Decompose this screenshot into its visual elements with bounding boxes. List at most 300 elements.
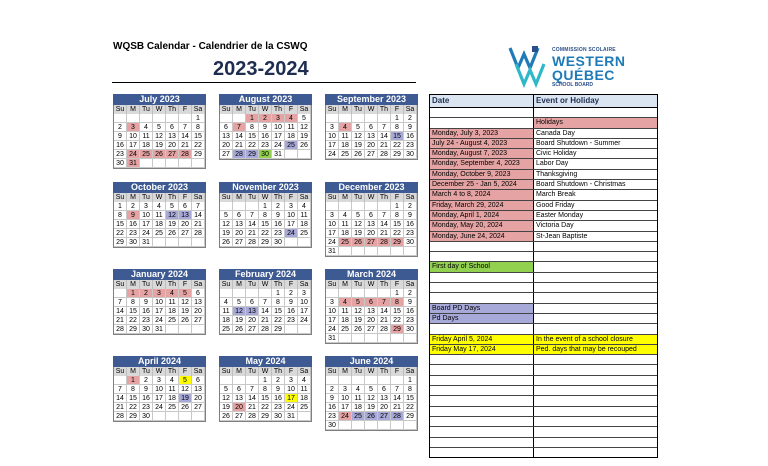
calendar-day: 5 [166, 202, 179, 211]
weekday-label: Th [166, 193, 179, 202]
calendar-day: 16 [140, 394, 153, 403]
calendar-day: 1 [259, 202, 272, 211]
calendar-day: 25 [352, 412, 365, 421]
legend-row [430, 118, 657, 128]
logo-line-western: WESTERN [552, 53, 626, 69]
calendar-day [378, 247, 391, 256]
legend-row [430, 170, 657, 180]
calendar-day: 26 [365, 412, 378, 421]
calendar-day [298, 325, 311, 334]
legend-event [534, 108, 657, 117]
weekday-label: Tu [246, 105, 259, 114]
calendar-day: 18 [339, 229, 352, 238]
calendar-day: 29 [404, 412, 417, 421]
calendar-day: 5 [220, 211, 233, 220]
calendar-day: 11 [352, 394, 365, 403]
calendar-day: 1 [127, 376, 140, 385]
month-grid [325, 367, 418, 431]
calendar-day [391, 376, 404, 385]
legend-header-date: Date [430, 95, 534, 107]
legend-event: Victoria Day [536, 222, 574, 230]
legend-row [430, 283, 657, 293]
days-grid [326, 114, 417, 159]
calendar-day: 10 [153, 298, 166, 307]
calendar-day [391, 247, 404, 256]
calendar-day [378, 334, 391, 343]
calendar-day: 27 [233, 412, 246, 421]
month-title: March 2024 [325, 269, 418, 280]
calendar-day: 2 [404, 289, 417, 298]
calendar-day [378, 376, 391, 385]
calendar-day: 8 [391, 211, 404, 220]
calendar-day: 23 [404, 316, 417, 325]
calendar-day: 30 [272, 238, 285, 247]
calendar-day: 17 [326, 141, 339, 150]
calendar-day: 6 [166, 123, 179, 132]
calendar-day: 25 [298, 229, 311, 238]
calendar-day: 3 [298, 289, 311, 298]
calendar-day: 15 [127, 394, 140, 403]
legend-date: Monday, April 1, 2024 [430, 211, 534, 220]
calendar-day: 6 [192, 289, 205, 298]
calendar-day: 29 [127, 325, 140, 334]
calendar-day: 10 [285, 211, 298, 220]
calendar-day: 6 [378, 385, 391, 394]
legend-date [430, 273, 534, 282]
calendar-day: 9 [272, 385, 285, 394]
weekday-label: Su [326, 105, 339, 114]
legend-date [430, 448, 534, 457]
calendar-day: 7 [246, 211, 259, 220]
legend-row [430, 386, 657, 396]
calendar-day: 2 [404, 202, 417, 211]
weekday-header [326, 105, 417, 114]
calendar-day: 10 [326, 132, 339, 141]
calendar-day [285, 238, 298, 247]
days-grid [114, 114, 205, 168]
weekday-label: F [179, 367, 192, 376]
days-grid [114, 289, 205, 334]
legend-event [534, 242, 657, 251]
calendar-day: 24 [285, 403, 298, 412]
calendar-day: 27 [233, 238, 246, 247]
calendar-day: 22 [391, 141, 404, 150]
calendar-day: 18 [285, 132, 298, 141]
calendar-day: 19 [233, 316, 246, 325]
calendar-day [233, 289, 246, 298]
calendar-day: 15 [192, 132, 205, 141]
calendar-day [339, 247, 352, 256]
calendar-day: 9 [259, 123, 272, 132]
calendar-day: 7 [378, 298, 391, 307]
month-title: November 2023 [219, 182, 312, 193]
calendar-day: 18 [153, 220, 166, 229]
legend-date: Monday, October 9, 2023 [430, 170, 534, 179]
weekday-label: W [153, 105, 166, 114]
weekday-header [114, 280, 205, 289]
calendar-day [326, 376, 339, 385]
calendar-day: 11 [153, 211, 166, 220]
calendar-day: 20 [220, 141, 233, 150]
calendar-day [153, 159, 166, 168]
legend-row [430, 149, 657, 159]
calendar-day [352, 202, 365, 211]
calendar-day: 10 [326, 220, 339, 229]
calendar-day: 2 [272, 376, 285, 385]
calendar-day: 9 [285, 298, 298, 307]
calendar-day [391, 334, 404, 343]
calendar-day: 5 [179, 376, 192, 385]
calendar-day: 11 [339, 307, 352, 316]
calendar-day: 30 [114, 159, 127, 168]
legend-date [430, 108, 534, 117]
calendar-day: 14 [192, 211, 205, 220]
legend-date [430, 118, 534, 127]
weekday-label: Su [114, 105, 127, 114]
logo-line-quebec: QUÉBEC [552, 67, 615, 83]
calendar-day: 13 [365, 220, 378, 229]
school-board-logo [508, 44, 628, 92]
weekday-header [326, 193, 417, 202]
weekday-label: F [285, 367, 298, 376]
title-divider [112, 82, 416, 83]
calendar-day: 7 [378, 123, 391, 132]
weekday-label: M [339, 193, 352, 202]
weekday-label: Th [166, 367, 179, 376]
calendar-day: 5 [352, 211, 365, 220]
calendar-day [352, 114, 365, 123]
calendar-day [179, 159, 192, 168]
weekday-label: W [259, 367, 272, 376]
calendar-day: 10 [326, 307, 339, 316]
weekday-label: M [127, 193, 140, 202]
calendar-day: 18 [166, 394, 179, 403]
calendar-day: 14 [391, 394, 404, 403]
calendar-day: 28 [233, 150, 246, 159]
calendar-day: 4 [285, 114, 298, 123]
weekday-label: Su [220, 367, 233, 376]
month-title: April 2024 [113, 356, 206, 367]
calendar-day [352, 376, 365, 385]
weekday-label: Tu [352, 367, 365, 376]
weekday-label: F [285, 280, 298, 289]
calendar-day: 14 [378, 220, 391, 229]
calendar-day: 12 [220, 220, 233, 229]
calendar-day: 30 [127, 238, 140, 247]
calendar-day [391, 421, 404, 430]
calendar-day [179, 238, 192, 247]
calendar-day [220, 114, 233, 123]
calendar-day: 13 [179, 211, 192, 220]
calendar-day: 22 [404, 403, 417, 412]
calendar-day: 10 [285, 385, 298, 394]
calendar-day: 20 [246, 316, 259, 325]
calendar-day: 7 [233, 123, 246, 132]
calendar-day [153, 412, 166, 421]
legend-row [430, 407, 657, 417]
calendar-day: 24 [339, 412, 352, 421]
calendar-day: 25 [339, 325, 352, 334]
weekday-header [114, 193, 205, 202]
calendar-day [192, 159, 205, 168]
calendar-day: 22 [272, 316, 285, 325]
weekday-label: W [153, 193, 166, 202]
calendar-day [166, 238, 179, 247]
calendar-day: 3 [285, 202, 298, 211]
legend-date [430, 438, 534, 447]
calendar-day: 26 [179, 403, 192, 412]
days-grid [220, 114, 311, 159]
calendar-day: 28 [378, 150, 391, 159]
calendar-day: 7 [246, 385, 259, 394]
days-grid [220, 376, 311, 421]
calendar-day: 6 [220, 123, 233, 132]
calendar-day: 28 [114, 325, 127, 334]
weekday-label: Su [114, 367, 127, 376]
calendar-day: 9 [127, 211, 140, 220]
weekday-header [220, 193, 311, 202]
calendar-day [298, 238, 311, 247]
calendar-day: 29 [192, 150, 205, 159]
calendar-day: 15 [259, 394, 272, 403]
calendar-day: 3 [326, 298, 339, 307]
calendar-day [339, 289, 352, 298]
month-calendar [113, 94, 206, 169]
calendar-day: 3 [153, 376, 166, 385]
calendar-day: 7 [391, 385, 404, 394]
days-grid [114, 376, 205, 421]
month-calendar [325, 94, 418, 160]
weekday-label: Sa [298, 193, 311, 202]
legend-row [430, 304, 657, 314]
legend-date: March 4 to 8, 2024 [430, 190, 534, 199]
calendar-day: 11 [166, 298, 179, 307]
calendar-day: 9 [404, 211, 417, 220]
legend-date: Friday April 5, 2024 [430, 335, 534, 344]
calendar-day: 12 [352, 220, 365, 229]
weekday-label: Sa [404, 280, 417, 289]
legend-event: Civic Holiday [536, 150, 577, 158]
legend-date [430, 407, 534, 416]
weekday-label: Tu [352, 280, 365, 289]
weekday-label: Su [220, 280, 233, 289]
calendar-day: 15 [246, 132, 259, 141]
calendar-day: 5 [352, 298, 365, 307]
calendar-day: 27 [365, 238, 378, 247]
weekday-label: M [233, 367, 246, 376]
calendar-day [233, 376, 246, 385]
weekday-header [220, 280, 311, 289]
legend-event: Thanksgiving [536, 170, 578, 178]
calendar-day: 25 [339, 150, 352, 159]
month-calendar [113, 356, 206, 422]
weekday-label: Su [326, 280, 339, 289]
calendar-day [339, 202, 352, 211]
calendar-day: 2 [285, 289, 298, 298]
legend-event: Board Shutdown - Summer [536, 139, 621, 147]
calendar-day: 22 [127, 403, 140, 412]
weekday-label: Sa [192, 193, 205, 202]
calendar-day: 20 [179, 220, 192, 229]
legend-event: Canada Day [536, 129, 575, 137]
calendar-day: 19 [352, 316, 365, 325]
calendar-day: 2 [326, 385, 339, 394]
calendar-day: 16 [140, 307, 153, 316]
weekday-label: M [127, 105, 140, 114]
calendar-day: 26 [352, 238, 365, 247]
calendar-day: 7 [179, 123, 192, 132]
legend-row [430, 232, 657, 242]
legend-date: July 24 - August 4, 2023 [430, 139, 534, 148]
calendar-day: 19 [352, 229, 365, 238]
weekday-label: Sa [298, 367, 311, 376]
weekday-label: W [259, 280, 272, 289]
legend-event: Labor Day [536, 160, 569, 168]
weekday-header [114, 367, 205, 376]
legend-row [430, 345, 657, 355]
weekday-label: Tu [352, 105, 365, 114]
calendar-day: 18 [166, 307, 179, 316]
calendar-day: 13 [166, 132, 179, 141]
weekday-label: Th [378, 105, 391, 114]
weekday-label: Tu [140, 105, 153, 114]
calendar-day: 12 [298, 123, 311, 132]
calendar-day: 23 [404, 229, 417, 238]
calendar-day: 7 [114, 298, 127, 307]
calendar-day: 23 [127, 229, 140, 238]
calendar-day: 5 [233, 298, 246, 307]
calendar-day: 21 [378, 141, 391, 150]
calendar-day: 26 [179, 316, 192, 325]
calendar-day: 23 [285, 316, 298, 325]
calendar-day: 3 [285, 376, 298, 385]
calendar-day [166, 412, 179, 421]
calendar-day: 11 [140, 132, 153, 141]
calendar-day: 17 [326, 316, 339, 325]
legend-rows [430, 108, 657, 457]
calendar-day: 4 [166, 376, 179, 385]
calendar-day: 16 [404, 220, 417, 229]
calendar-day: 5 [153, 123, 166, 132]
calendar-day: 27 [166, 150, 179, 159]
legend-row [430, 242, 657, 252]
calendar-day: 20 [233, 403, 246, 412]
calendar-day: 7 [192, 202, 205, 211]
weekday-label: F [391, 367, 404, 376]
calendar-day: 16 [259, 132, 272, 141]
calendar-day: 28 [246, 238, 259, 247]
legend-row [430, 201, 657, 211]
legend-event [534, 386, 657, 395]
calendar-day: 23 [140, 316, 153, 325]
calendar-day: 30 [404, 325, 417, 334]
calendar-day: 20 [192, 394, 205, 403]
legend-date [430, 355, 534, 364]
month-calendar [219, 94, 312, 160]
weekday-label: Su [114, 193, 127, 202]
calendar-day: 26 [153, 150, 166, 159]
calendar-day: 3 [339, 385, 352, 394]
legend-date [430, 396, 534, 405]
legend-date: Monday, August 7, 2023 [430, 149, 534, 158]
calendar-day: 31 [326, 247, 339, 256]
calendar-day: 15 [391, 132, 404, 141]
calendar-day: 19 [365, 403, 378, 412]
calendar-day: 30 [326, 421, 339, 430]
calendar-day [378, 114, 391, 123]
calendar-day: 29 [391, 150, 404, 159]
calendar-day [285, 150, 298, 159]
calendar-day: 8 [391, 123, 404, 132]
calendar-day [378, 202, 391, 211]
legend-header [430, 95, 657, 108]
calendar-day [166, 159, 179, 168]
weekday-label: Sa [298, 105, 311, 114]
calendar-day [298, 150, 311, 159]
calendar-day: 2 [140, 376, 153, 385]
calendar-day: 26 [233, 325, 246, 334]
calendar-day: 9 [326, 394, 339, 403]
calendar-day: 20 [192, 307, 205, 316]
calendar-day: 30 [404, 150, 417, 159]
calendar-day: 28 [114, 412, 127, 421]
calendar-day: 8 [127, 298, 140, 307]
weekday-label: M [127, 367, 140, 376]
weekday-label: Th [272, 280, 285, 289]
calendar-day: 23 [326, 412, 339, 421]
calendar-day: 24 [153, 316, 166, 325]
weekday-label: M [339, 367, 352, 376]
calendar-day: 29 [391, 325, 404, 334]
calendar-day: 1 [127, 289, 140, 298]
calendar-day: 11 [339, 220, 352, 229]
calendar-day [365, 334, 378, 343]
legend-date: Board PD Days [430, 304, 534, 313]
calendar-day: 27 [378, 412, 391, 421]
calendar-day: 4 [153, 202, 166, 211]
legend-row [430, 293, 657, 303]
legend-row [430, 273, 657, 283]
calendar-day: 9 [140, 385, 153, 394]
calendar-day: 12 [220, 394, 233, 403]
calendar-day: 27 [220, 150, 233, 159]
weekday-label: W [365, 280, 378, 289]
legend-row [430, 159, 657, 169]
weekday-label: Th [378, 193, 391, 202]
calendar-day [259, 289, 272, 298]
calendar-day: 12 [179, 298, 192, 307]
month-grid [113, 193, 206, 248]
legend-header-event: Event or Holiday [536, 96, 600, 105]
calendar-day: 6 [233, 211, 246, 220]
calendar-day: 5 [365, 385, 378, 394]
calendar-day [114, 114, 127, 123]
calendar-day: 14 [246, 220, 259, 229]
calendar-day [233, 114, 246, 123]
weekday-label: W [259, 193, 272, 202]
calendar-day: 13 [192, 385, 205, 394]
calendar-day: 12 [365, 394, 378, 403]
calendar-day: 24 [272, 141, 285, 150]
legend-row [430, 438, 657, 448]
calendar-day: 18 [298, 394, 311, 403]
calendar-day: 10 [140, 211, 153, 220]
legend-event [534, 273, 657, 282]
calendar-day: 21 [114, 403, 127, 412]
calendar-day [365, 376, 378, 385]
calendar-day [285, 325, 298, 334]
calendar-day: 4 [352, 385, 365, 394]
